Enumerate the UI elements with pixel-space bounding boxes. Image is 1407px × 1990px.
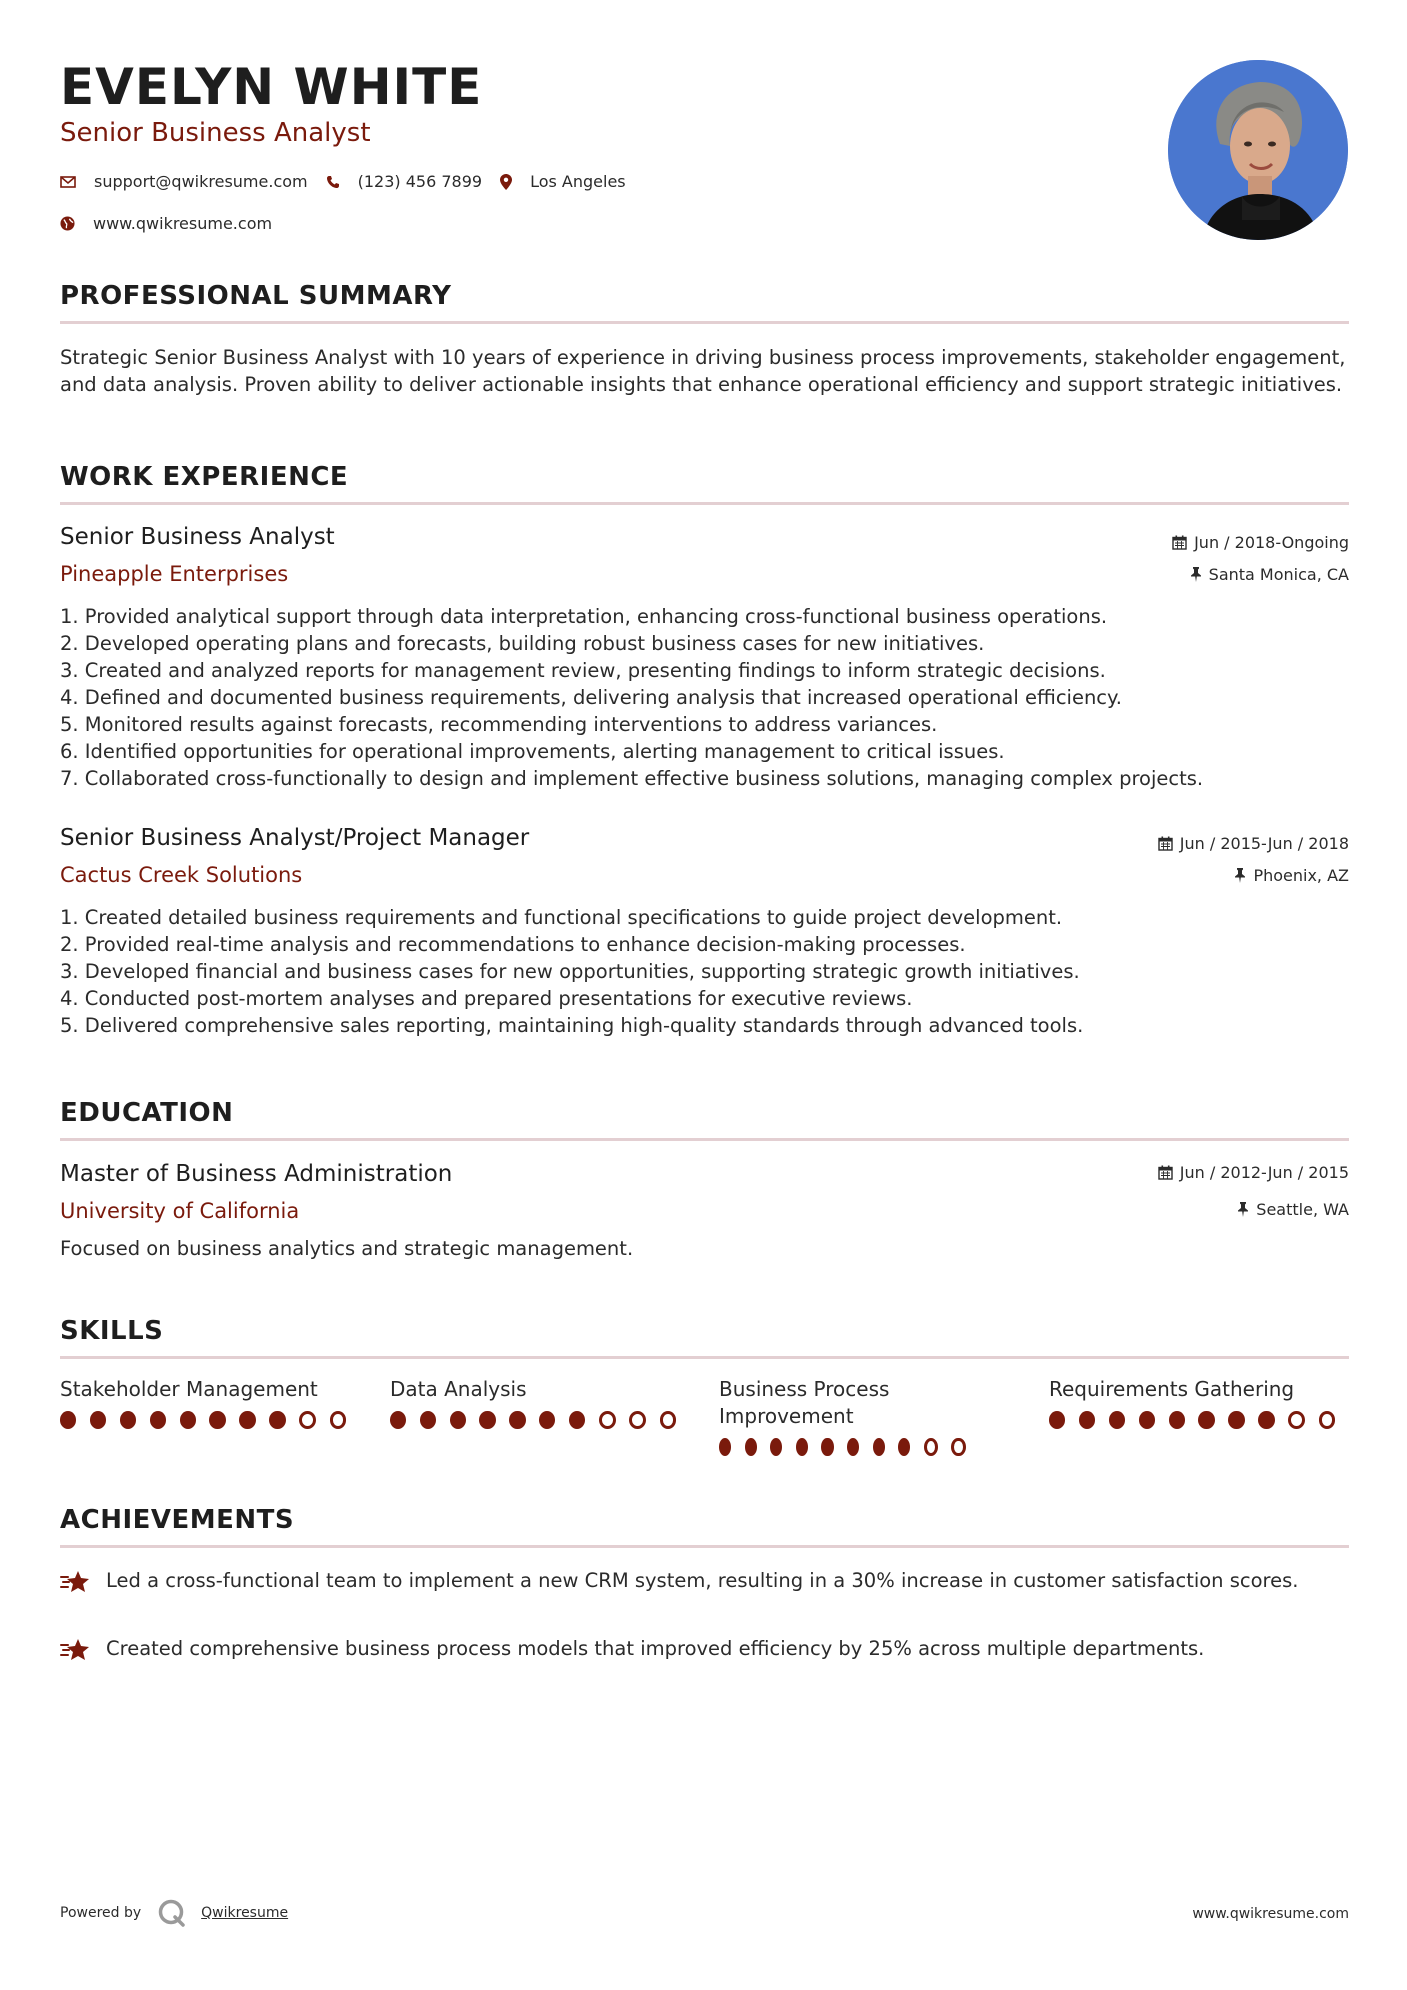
candidate-name: EVELYN WHITE [60,58,483,116]
skill-dot-filled [150,1411,166,1429]
list-item: 3. Created and analyzed reports for management review, presenting findings to inform strategic decisions. [60,659,1106,682]
calendar-icon [1158,1165,1173,1180]
skill-dot-filled [719,1438,731,1456]
shooting-star-icon [60,1569,92,1595]
skill-dot-filled [450,1411,466,1429]
job-company: Cactus Creek Solutions [60,863,303,887]
skill-dot-filled [847,1438,859,1456]
degree-title: Master of Business Administration [60,1161,453,1187]
skill-item [1049,1376,1349,1429]
skill-dot-filled [1258,1411,1274,1429]
skill-name: Stakeholder Management [60,1377,318,1401]
list-item: 5. Monitored results against forecasts, recommending interventions to address variances. [60,713,938,736]
contact-row-2 [60,214,290,233]
globe-icon [60,216,75,231]
education-dates [1158,1163,1349,1182]
profile-photo [1168,60,1348,240]
achievement-text: Led a cross-functional team to implement a new CRM system, resulting in a 30% increase in customer satisfaction scores. [106,1569,1299,1592]
job-bullets [60,603,1349,792]
skills-heading: SKILLS [60,1316,164,1346]
list-item: 4. Conducted post-mortem analyses and prepared presentations for executive reviews. [60,987,913,1010]
skill-rating [60,1411,360,1429]
skill-dot-filled [509,1411,525,1429]
education-heading: EDUCATION [60,1098,234,1128]
skill-dot-filled [1198,1411,1214,1429]
section-divider [60,321,1349,324]
skill-dot-filled [569,1411,585,1429]
pushpin-icon [1237,1202,1249,1217]
calendar-icon [1158,836,1173,851]
shooting-star-icon [60,1637,92,1663]
list-item: 4. Defined and documented business requirements, delivering analysis that increased operational efficiency. [60,686,1122,709]
list-item: 2. Developed operating plans and forecasts, building robust business cases for new initiatives. [60,632,985,655]
skill-dot-filled [745,1438,757,1456]
achievements-heading: ACHIEVEMENTS [60,1505,295,1535]
footer-website[interactable]: www.qwikresume.com [1192,1906,1349,1922]
phone-text: (123) 456 7899 [357,172,483,191]
skill-dot-empty [1288,1411,1305,1429]
job-location [1234,866,1349,885]
job-title: Senior Business Analyst/Project Manager [60,825,530,851]
skill-dot-filled [90,1411,106,1429]
skill-dot-empty [330,1411,347,1429]
portrait-illustration [1168,60,1348,240]
contact-phone[interactable] [326,172,482,191]
envelope-icon [60,176,76,188]
skill-dot-filled [390,1411,406,1429]
skill-item [390,1376,690,1429]
skill-name: Data Analysis [390,1377,527,1401]
job-dates [1172,533,1349,552]
skill-rating [1049,1411,1349,1429]
section-divider [60,502,1349,505]
list-item: 5. Delivered comprehensive sales reporting, maintaining high-quality standards through advanced tools. [60,1014,1084,1037]
job-dates-text: Jun / 2018-Ongoing [1194,533,1349,552]
job-dates-text: Jun / 2015-Jun / 2018 [1179,834,1349,853]
skill-rating [390,1411,690,1429]
list-item: 1. Provided analytical support through data interpretation, enhancing cross-functional business operations. [60,605,1108,628]
skill-dot-filled [479,1411,495,1429]
candidate-title: Senior Business Analyst [60,118,371,148]
contact-email[interactable] [60,172,308,191]
achievement-item [60,1635,1349,1663]
map-pin-icon [500,174,512,190]
skill-rating [719,1438,979,1456]
skill-dot-empty [924,1438,938,1456]
section-divider [60,1356,1349,1359]
job-bullets [60,904,1349,1039]
skill-dot-filled [1228,1411,1244,1429]
skill-dot-filled [180,1411,196,1429]
education-description: Focused on business analytics and strategic management. [60,1237,634,1260]
skill-item [60,1376,360,1429]
skill-dot-filled [269,1411,285,1429]
skill-dot-filled [1139,1411,1155,1429]
location-text: Los Angeles [530,172,626,191]
skill-dot-filled [1109,1411,1125,1429]
calendar-icon [1172,535,1187,550]
contact-website[interactable] [60,214,272,233]
skill-dot-filled [120,1411,136,1429]
summary-text: Strategic Senior Business Analyst with 10 years of experience in driving business process improvements, stakeholder engagement, and data analysis. Proven ability to deliver actionable insights that enhance operational efficiency and support strategic initiatives. [60,346,1346,396]
list-item: 2. Provided real-time analysis and recommendations to enhance decision-making processes. [60,933,966,956]
job-dates [1158,834,1349,853]
education-location [1237,1200,1349,1219]
job-location-text: Santa Monica, CA [1208,565,1349,584]
skill-dot-filled [1169,1411,1185,1429]
achievement-text: Created comprehensive business process models that improved efficiency by 25% across multiple departments. [106,1637,1205,1660]
skill-dot-empty [660,1411,677,1429]
skill-dot-empty [951,1438,965,1456]
list-item: 7. Collaborated cross-functionally to design and implement effective business solutions, managing complex projects. [60,767,1204,790]
list-item: 3. Developed financial and business cases for new opportunities, supporting strategic growth initiatives. [60,960,1080,983]
website-text: www.qwikresume.com [93,214,273,233]
experience-heading: WORK EXPERIENCE [60,462,349,492]
skill-dot-filled [898,1438,910,1456]
summary-heading: PROFESSIONAL SUMMARY [60,281,452,311]
pushpin-icon [1190,567,1202,582]
phone-icon [326,175,340,189]
skill-dot-filled [770,1438,782,1456]
pushpin-icon [1234,868,1246,883]
email-text: support@qwikresume.com [94,172,308,191]
brand-link[interactable]: Qwikresume [201,1905,289,1921]
skill-dot-empty [599,1411,616,1429]
section-divider [60,1545,1349,1548]
skill-name: Business Process Improvement [719,1377,890,1428]
skill-dot-filled [60,1411,76,1429]
footer-branding [60,1898,288,1928]
skill-dot-filled [873,1438,885,1456]
education-dates-text: Jun / 2012-Jun / 2015 [1179,1163,1349,1182]
list-item: 6. Identified opportunities for operational improvements, alerting management to critical issues. [60,740,1005,763]
job-title: Senior Business Analyst [60,524,335,550]
powered-by-label: Powered by [60,1905,142,1921]
skill-dot-empty [629,1411,646,1429]
school-name: University of California [60,1199,300,1223]
skill-dot-filled [821,1438,833,1456]
achievement-item [60,1567,1349,1595]
list-item: 1. Created detailed business requirements and functional specifications to guide project development. [60,906,1063,929]
education-location-text: Seattle, WA [1256,1200,1349,1219]
skill-dot-filled [539,1411,555,1429]
skill-dot-empty [1319,1411,1336,1429]
skill-dot-filled [796,1438,808,1456]
qwikresume-logo-icon [157,1898,187,1928]
job-location-text: Phoenix, AZ [1253,866,1349,885]
skill-name: Requirements Gathering [1049,1377,1295,1401]
job-location [1190,565,1349,584]
skill-dot-empty [299,1411,316,1429]
job-company: Pineapple Enterprises [60,562,289,586]
skill-dot-filled [239,1411,255,1429]
skill-dot-filled [1049,1411,1065,1429]
contact-location [500,172,626,191]
skill-dot-filled [209,1411,225,1429]
skill-dot-filled [1079,1411,1095,1429]
section-divider [60,1138,1349,1141]
contact-row [60,172,644,191]
skill-item [719,1376,979,1456]
skill-dot-filled [420,1411,436,1429]
